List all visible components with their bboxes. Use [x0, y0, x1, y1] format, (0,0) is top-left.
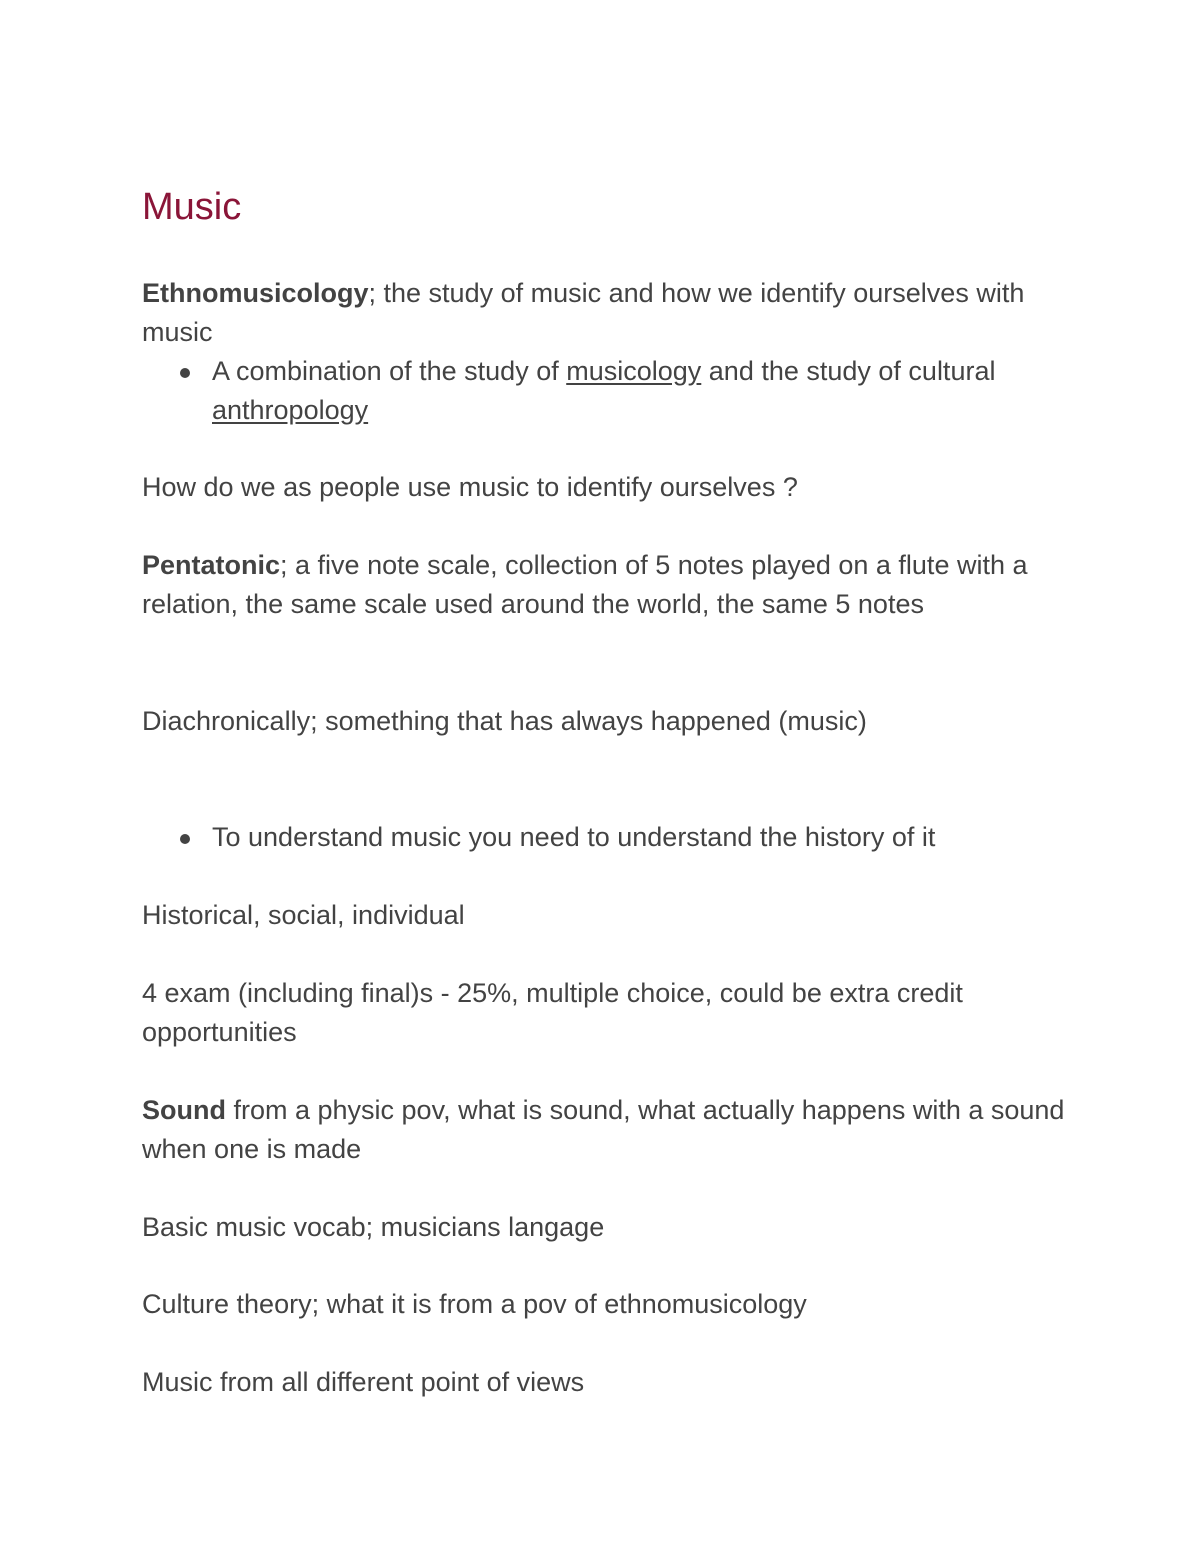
document-title: Music	[142, 186, 242, 228]
definition-pentatonic: ; a five note scale, collection of 5 notes played on a flute with a relation, the same scale used around the world, the same 5 notes	[142, 550, 1028, 619]
definition-sound: from a physic pov, what is sound, what actually happens with a sound when one is made	[142, 1095, 1065, 1164]
paragraph-points-of-view: Music from all different point of views	[142, 1367, 585, 1397]
paragraph-question: How do we as people use music to identify ourselves ?	[142, 472, 798, 502]
list-item-text: To understand music you need to understand the history of it	[212, 822, 936, 852]
list-item-history	[178, 818, 1092, 857]
paragraph-sound	[142, 1091, 1072, 1169]
paragraph-diachronically: Diachronically; something that has always happened (music)	[142, 706, 867, 736]
term-pentatonic: Pentatonic	[142, 550, 281, 580]
paragraph-exams: 4 exam (including final)s - 25%, multiple choice, could be extra credit opportunities	[142, 978, 963, 1047]
list-item-combination	[178, 352, 1092, 430]
list-item-text: and the study of cultural	[701, 356, 996, 386]
term-sound: Sound	[142, 1095, 226, 1125]
bullet-icon	[180, 368, 190, 378]
bullet-icon	[180, 834, 190, 844]
paragraph-culture-theory: Culture theory; what it is from a pov of ethnomusicology	[142, 1289, 807, 1319]
link-anthropology[interactable]: anthropology	[212, 394, 369, 425]
term-ethnomusicology: Ethnomusicology	[142, 278, 369, 308]
link-musicology[interactable]: musicology	[566, 356, 702, 386]
paragraph-pentatonic	[142, 546, 1072, 624]
paragraph-ethnomusicology	[142, 274, 1072, 352]
definition-ethnomusicology: ; the study of music and how we identify ourselves with music	[142, 278, 1025, 347]
list-item-text: A combination of the study of	[212, 356, 567, 386]
paragraph-historical: Historical, social, individual	[142, 900, 465, 930]
paragraph-vocab: Basic music vocab; musicians langage	[142, 1212, 605, 1242]
